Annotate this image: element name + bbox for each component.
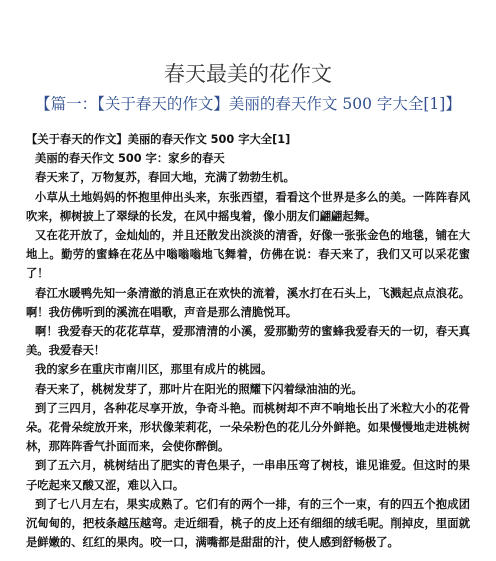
document-title: 春天最美的花作文 xyxy=(164,62,332,86)
paragraph: 到了五六月，桃树结出了肥实的青色果子，一串串压弯了树枝，谁见谁爱。但这时的果子吃起来又酸又涩，难以入口。 xyxy=(26,459,470,492)
paragraph: 美丽的春天作文 500 字：家乡的春天 xyxy=(35,152,225,166)
paragraph: 我的家乡在重庆市南川区，那里有成片的桃园。 xyxy=(35,363,273,377)
document-subtitle: 【篇一：【关于春天的作文】美丽的春天作文 500 字大全[1]】 xyxy=(35,95,461,113)
paragraph: 啊！我爱春天的花花草草，爱那清清的小溪，爱那勤劳的蜜蜂我爱春天的一切，春天真美。我爱春天！ xyxy=(26,325,470,358)
paragraph: 春江水暖鸭先知一条清澈的消息正在欢快的流着，溪水打在石头上，飞溅起点点浪花。啊！我仿佛听到的溪流在唱歌，声音是那么清脆悦耳。 xyxy=(26,286,470,319)
article-body xyxy=(26,130,470,552)
paragraph: 到了七八月左右，果实成熟了。它们有的两个一排，有的三个一束，有的四五个抱成团沉甸甸的，把枝条越压越弯。走近细看，桃子的皮上还有细细的绒毛呢。削掉皮，里面就是鲜嫩的、红红的果肉。咬一口，满嘴都是甜甜的汁，使人感到舒畅极了。 xyxy=(26,497,470,550)
paragraph: 到了三四月，各种花尽享开放，争奇斗艳。而桃树却不声不响地长出了米粒大小的花骨朵。花骨朵绽放开来，形状像茉莉花，一朵朵粉色的花儿分外鲜艳。如果慢慢地走进桃树林，那阵阵香气扑面而来，会使你醉倒。 xyxy=(26,401,470,454)
paragraph: 小草从土地妈妈的怀抱里伸出头来，东张西望，看看这个世界是多么的美。一阵阵春风吹来，柳树披上了翠绿的长发，在风中摇曳着，像小朋友们翩翩起舞。 xyxy=(26,190,470,223)
paragraph: 春天来了，桃树发芽了，那叶片在阳光的照耀下闪着绿油油的光。 xyxy=(35,382,363,396)
paragraph: 【关于春天的作文】美丽的春天作文 500 字大全[1] xyxy=(26,133,291,146)
paragraph: 春天来了，万物复苏，春回大地，充满了勃勃生机。 xyxy=(35,171,295,185)
paragraph: 又在花开放了，金灿灿的，并且还散发出淡淡的清香，好像一张张金色的地毯，铺在大地上。勤劳的蜜蜂在花丛中嗡嗡嗡地飞舞着，仿佛在说：春天来了，我们又可以采花蜜了！ xyxy=(26,229,470,281)
